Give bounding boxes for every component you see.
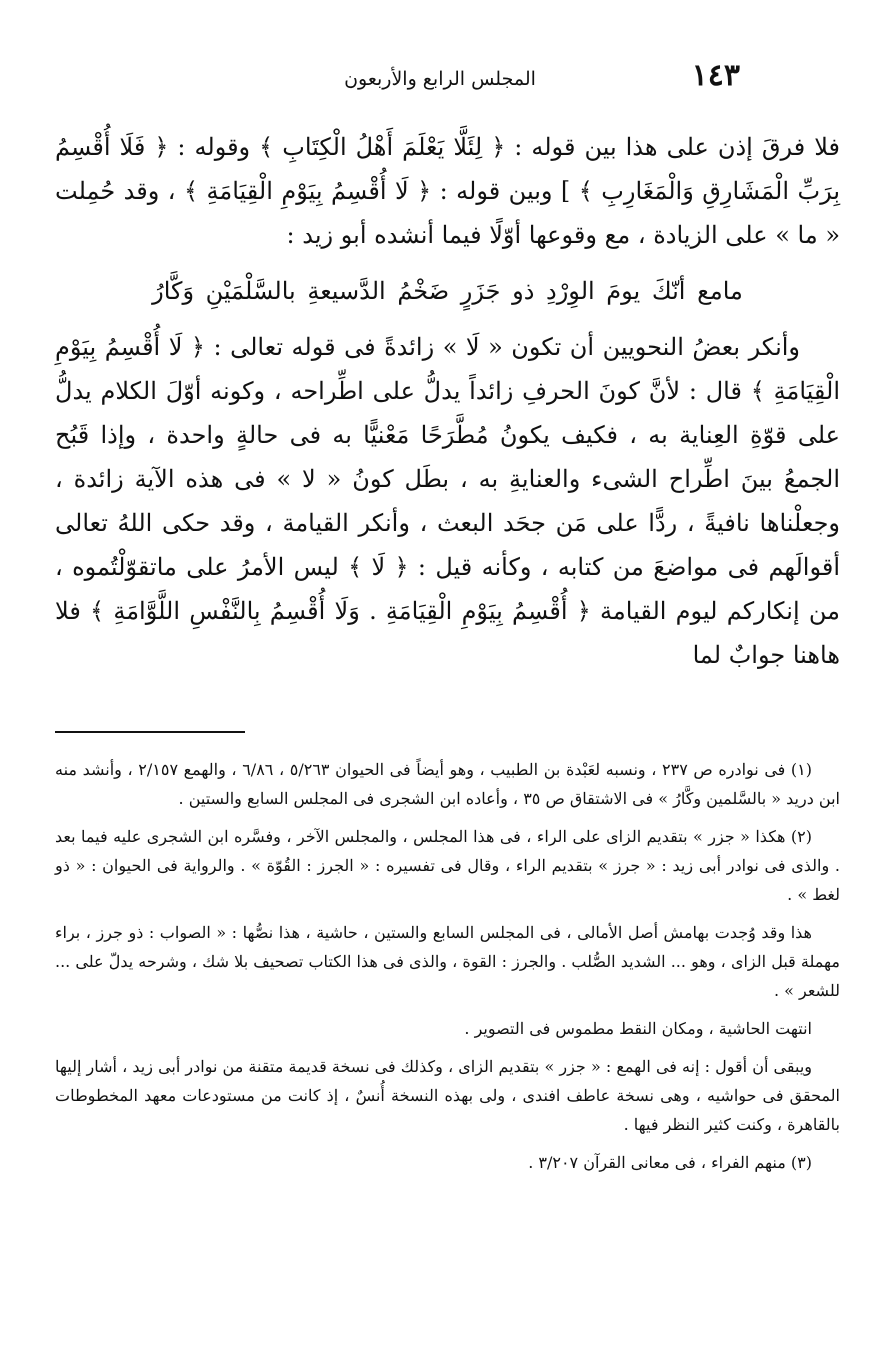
footnotes [55,755,840,1186]
footnote-note: انتهت الحاشية ، ومكان النقط مطموس فى التصوير . [464,1019,812,1038]
main-text [55,125,840,677]
footnote-2: (٢) هكذا « جزر » بتقديم الزاى على الراء ، فى هذا المجلس ، والمجلس الآخر ، وفسَّره ابن الشجرى عليه فيما بعد . والذى فى نوادر أبى زيد : « جرز » بتقديم الراء ، وقال فى تفسيره : « الجرز : القُوّة » . والرواية فى الحيوان : « ذو لغط » . [55,827,840,904]
body-paragraph: وأنكر بعضُ النحويين أن تكون « لَا » زائدةً فى قوله تعالى : ﴿ لَا أُقْسِمُ بِيَوْمِ الْقِيَامَةِ ﴾ قال : لأنَّ كونَ الحرفِ زائداً يدلُّ على اطِّراحه ، وكونه أوّلَ الكلام يدلُّ على قوّةِ العِناية به ، فكيف يكونُ مُطَّرَحًا مَعْنيًّا به فى حالةٍ واحدة ، وإذا قَبُح الجمعُ بينَ اطِّراح الشىء والعنايةِ به ، بطَل كونُ « لا » فى هذه الآية زائدة ، وجعلْناها نافيةً ، ردًّا على مَن جحَد البعث ، وأنكر القيامة ، وقد حكى اللهُ تعالى أقوالَهم فى مواضعَ من كتابه ، وكأنه قيل : ﴿ لَا ﴾ ليس الأمرُ على ماتقوّلْتُموه ، من إنكاركم ليوم القيامة ﴿ أُقْسِمُ بِيَوْمِ الْقِيَامَةِ . وَلَا أُقْسِمُ بِالنَّفْسِ اللَّوَّامَةِ ﴾ فلا هاهنا جوابٌ لما [55,333,841,669]
footnote-1: (١) فى نوادره ص ٢٣٧ ، ونسبه لعَبْدة بن الطبيب ، وهو أيضاً فى الحيوان ٥/٢٦٣ ، ٦/٨٦ ، والهمع ٢/١٥٧ ، وأنشد منه ابن دريد « بالسَّلمين وكَّارُ » فى الاشتقاق ص ٣٥ ، وأعاده ابن الشجرى فى المجلس السابع والستين . [55,760,840,808]
body-paragraph: فلا فرقَ إذن على هذا بين قوله : ﴿ لِئَلَّا يَعْلَمَ أَهْلُ الْكِتَابِ ﴾ وقوله : ﴿ فَلَا أُقْسِمُ بِرَبِّ الْمَشَارِقِ وَالْمَغَارِبِ ﴾ ] وبين قوله : ﴿ لَا أُقْسِمُ بِيَوْمِ الْقِيَامَةِ ﴾ ، وقد حُمِلت « ما » على الزيادة ، مع وقوعها أوّلًا فيما أنشده أبو زيد : [55,133,840,249]
page-number: ١٤٣ [691,58,740,93]
page-header [140,58,740,98]
footnote-note: ويبقى أن أقول : إنه فى الهمع : « جزر » بتقديم الزاى ، وكذلك فى نسخة قديمة متقنة من نوادر أبى زيد ، أشار إليها المحقق فى حواشيه ، وهى نسخة عاطف افندى ، ولى بهذه النسخة أُنسٌ ، إذ كانت من مستودعات معهد المخطوطات بالقاهرة ، وكنت كثير النظر فيها . [55,1057,840,1134]
footnote-3: (٣) منهم الفراء ، فى معانى القرآن ٣/٢٠٧ . [528,1153,812,1172]
footnote-note: هذا وقد وُجدت بهامش أصل الأمالى ، فى المجلس السابع والستين ، حاشية ، هذا نصُّها : « الصواب : ذو جرز ، براء مهملة قبل الزاى ، وهو ... الشديد الصُّلب . والجرز : القوة ، والذى فى هذا الكتاب تصحيف بلا شك ، وشرحه يدلّ على ... للشعر » . [55,923,840,1000]
running-title: المجلس الرابع والأربعون [344,68,536,90]
footnote-separator [55,731,245,733]
poetry-verse: مامع أنّكَ يومَ الوِرْدِ ذو جَزَرٍ ضَخْمُ الدَّسيعةِ بالسَّلْمَيْنِ وَكَّارُ [152,277,743,305]
